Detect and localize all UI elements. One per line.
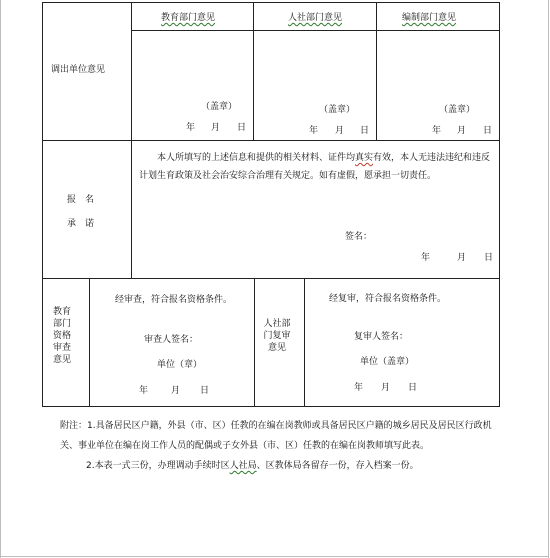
pledge-date-month: 月	[457, 253, 467, 263]
qualification-date-year: 年	[139, 386, 149, 396]
col-line-recheck-label	[304, 278, 305, 406]
pledge-label-signup: 报 名	[67, 195, 95, 205]
seal-education: （盖章）	[201, 102, 238, 112]
date-year-hr: 年	[309, 126, 319, 136]
note-line-2	[60, 456, 492, 476]
qualification-date-month: 月	[171, 386, 181, 396]
recheck-reviewer-label: 复审人签名：	[354, 332, 409, 342]
page-border-bottom	[0, 556, 549, 557]
note-line-2-part2: 、区教体局各留存一份，存入档案一份。	[256, 461, 419, 471]
pledge-date-day: 日	[484, 253, 494, 263]
header-staffing: 编制部门意见	[402, 13, 457, 23]
page-border-right	[548, 0, 549, 558]
note-line-2-part1: 2.本表一式三份，办理调动手续时区	[86, 461, 230, 471]
header-row-line	[131, 30, 499, 31]
recheck-label: 人社部门复审意见	[263, 319, 291, 353]
qualification-date-day: 日	[200, 386, 210, 396]
note-line-2-underlined: 人社局	[229, 461, 257, 471]
pledge-text-part2: 有效，本人无违法违纪和违反计划生育政策及社会治安综合治理有关规定。如有虚假，愿承担一切责任。	[139, 153, 491, 181]
col-line-main	[131, 3, 132, 278]
date-year-education: 年	[186, 123, 196, 133]
recheck-date-year: 年	[354, 383, 364, 393]
pledge-text	[139, 149, 494, 185]
date-day-education: 日	[237, 123, 247, 133]
seal-staffing: （盖章）	[439, 105, 476, 115]
qualification-label: 教育部门资格审查意见	[52, 307, 71, 365]
notes-section	[60, 416, 492, 476]
date-day-staffing: 日	[483, 126, 493, 136]
recheck-unit-label: 单位（盖章）	[360, 357, 415, 367]
col-line-hr-staff	[376, 3, 377, 140]
qualification-reviewer-label: 审查人签名：	[144, 335, 199, 345]
row-line-2	[43, 278, 499, 279]
pledge-text-part1: 本人所填写的上述信息和提供的相关材料、证件均	[157, 153, 356, 163]
date-month-education: 月	[211, 123, 221, 133]
pledge-date-year: 年	[421, 253, 431, 263]
date-month-hr: 月	[335, 126, 345, 136]
qualification-unit-label: 单位（章）	[157, 360, 203, 370]
transfer-application-form	[42, 2, 500, 407]
pledge-text-true: 真实	[355, 153, 374, 163]
recheck-text: 经复审，符合报名资格条件。	[329, 294, 447, 304]
col-line-mid	[254, 278, 255, 406]
date-month-staffing: 月	[457, 126, 467, 136]
row-line-1	[43, 140, 499, 141]
seal-hr: （盖章）	[319, 105, 356, 115]
page-border-left	[0, 0, 1, 558]
date-year-staffing: 年	[432, 126, 442, 136]
transfer-unit-label: 调出单位意见	[51, 65, 106, 75]
col-line-edu-hr	[253, 3, 254, 140]
col-line-qual-label	[89, 278, 90, 406]
signature-label: 签名：	[345, 232, 373, 242]
pledge-label-commit: 承 诺	[67, 219, 95, 229]
qualification-text: 经审查，符合报名资格条件。	[115, 295, 233, 305]
note-line-1: 附注：1.具备居民区户籍，外县（市、区）任教的在编在岗教师或具备居民区户籍的城乡居民及居民区行政机关、事业单位在编在岗工作人员的配偶或子女外县（市、区）任教的在编在岗教师填写此表。	[60, 421, 492, 451]
header-education: 教育部门意见	[161, 13, 216, 23]
header-hr: 人社部门意见	[288, 13, 343, 23]
recheck-date-day: 日	[408, 383, 418, 393]
recheck-date-month: 月	[381, 383, 391, 393]
date-day-hr: 日	[360, 126, 370, 136]
